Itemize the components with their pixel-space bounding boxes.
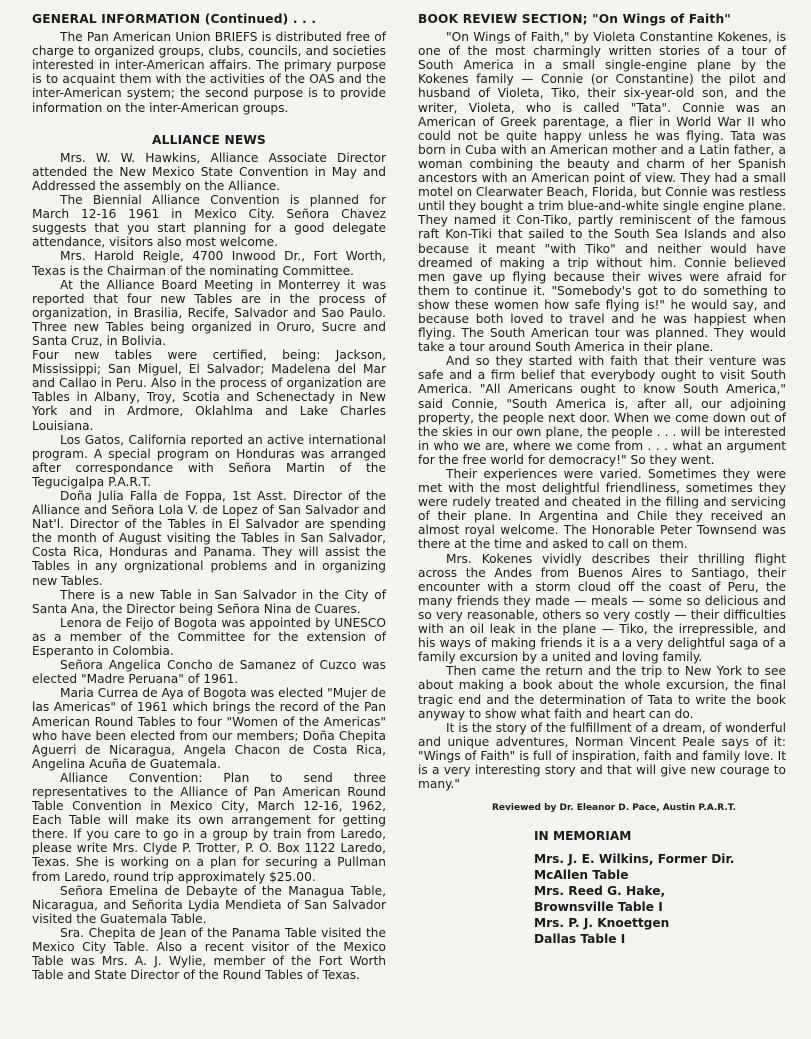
alliance-paragraph: Señora Emelina de Debayte of the Managua Table, Nicaragua, and Señorita Lydia Mendieta of San Salvador visited the Guatemala Table. (32, 883, 386, 926)
alliance-paragraph: Maria Currea de Aya of Bogota was elected "Mujer de las Americas" of 1961 which brings the record of the Pan American Round Tables to four "Women of the Americas" who have been elected from our members; Doña Chepita Aguerri de Nicaragua, Angela Chacon de Costa Rica, Angelina Acuña de Guatemala. (32, 686, 386, 771)
alliance-paragraph: There is a new Table in San Salvador in the City of Santa Ana, the Director being Señora Nina de Cuares. (32, 587, 386, 616)
alliance-paragraph: At the Alliance Board Meeting in Monterrey it was reported that four new Tables are in the process of organization, in Brasilia, Recife, Salvador and Sao Paulo. Three new Tables being organized in Oruro, Sucre and Santa Cruz, in Bolivia. (32, 277, 386, 348)
review-paragraph: It is the story of the fulfillment of a dream, of wonderful and unique adventures, Norman Vincent Peale says of it: "Wings of Faith" is full of inspiration, faith and family love. It is a very interesting story and that will give new courage to many." (418, 720, 786, 792)
review-paragraph: Mrs. Kokenes vividly describes their thrilling flight across the Andes from Buenos Aires to Santiago, their encounter with a storm cloud off the coast of Peru, the many friends they made — meals — some so delicious and so very reasonable, others so very costly — their difficulties with an oil leak in the plane — Tiko, the irrepressible, and his ways of making friends it is a a very delightful saga of a family excursion by a united and loving family. (418, 551, 786, 665)
in-memoriam-heading: IN MEMORIAM (534, 829, 632, 844)
general-information-heading: GENERAL INFORMATION (Continued) . . . (32, 12, 317, 26)
memoriam-line: Mrs. J. E. Wilkins, Former Dir. (534, 852, 735, 867)
alliance-paragraph: Doña Julia Falla de Foppa, 1st Asst. Director of the Alliance and Señora Lola V. de Lopez of San Salvador and Nat'l. Director of the Tables in El Salvador are spending the month of August visiting the Tables in San Salvador, Costa Rica, Honduras and Panama. They will assist the Tables in any orgnizational problems and in organizing new Tables. (32, 489, 386, 588)
alliance-paragraph: Four new tables were certified, being: Jackson, Mississippi; San Miguel, El Salvador; Madelena del Mar and Callao in Peru. Also in the process of organization are Tables in Albany, Troy, Scotia and Schenectady in New York and in Ardmore, Oklahlma and Lake Charles Louisiana. (32, 348, 386, 433)
right-column (418, 8, 786, 947)
memoriam-line: Mrs. P. J. Knoettgen (534, 916, 670, 931)
alliance-paragraph: Mrs. Harold Reigle, 4700 Inwood Dr., Fort Worth, Texas is the Chairman of the nominating Committee. (32, 249, 386, 278)
alliance-news-heading: ALLIANCE NEWS (152, 132, 266, 147)
memoriam-line: Brownsville Table I (534, 900, 663, 915)
review-paragraph: "On Wings of Faith," by Violeta Constantine Kokenes, is one of the most charmingly written stories of a tour of South America in a small single-engine plane by the Kokenes family — Connie (or Constantine) the pilot and husband of Violeta, Tiko, their six-year-old son, and the writer, Violeta, who is called "Tata". Connie was an American of Greek parentage, a flier in World War II who could not be quite happy unless he was flying. Tata was born in Cuba with an American mother and a Latin father, a woman combining the beauty and charm of her Spanish ancestors with an American point of view. They had a small motel on Clearwater Beach, Florida, but Connie was restless until they bought a trim blue-and-white single engine plane. They named it Con-Tiko, partly reminiscent of the famous raft Kon-Tiki that sailed to the South Sea Islands and also because it meant "with Tiko" and neither would have dreamed of making a trip without him. Connie believed men gave up flying because their wives were afraid for them to continue it. "Somebody's got to do something to show these women how safe flying is!" he would say, and because both loved to travel and he was happiest when flying. The South American tour was planned. They would take a tour around South America in their plane. (418, 30, 786, 355)
memoriam-line: McAllen Table (534, 868, 629, 883)
alliance-paragraph: Los Gatos, California reported an active international program. A special program on Honduras was arranged after correspondance with Señora Martin of the Tegucigalpa P.A.R.T. (32, 432, 386, 489)
alliance-paragraph: The Biennial Alliance Convention is planned for March 12-16 1961 in Mexico City. Señora Chavez suggests that you start planning for a good delegate attendance, visitors also most welcome. (32, 193, 386, 250)
alliance-paragraph: Alliance Convention: Plan to send three representatives to the Alliance of Pan American Round Table Convention in Mexico City, March 12-16, 1962, Each Table will make its own arrangement for getting there. If you care to go in a group by train from Laredo, please write Mrs. Clyde P. Trotter, P. O. Box 1122 Laredo, Texas. She is working on a plan for securing a Pullman from Laredo, round trip approximately $25.00. (32, 770, 386, 884)
memoriam-line: Dallas Table I (534, 932, 626, 947)
general-information-text: The Pan American Union BRIEFS is distributed free of charge to organized groups, clubs, councils, and societies interested in inter-American affairs. The primary purpose is to acquaint them with the activities of the OAS and the inter-American system; the second purpose is to provide information on the inter-American groups. (32, 30, 386, 115)
alliance-paragraph: Lenora de Feijo of Bogota was appointed by UNESCO as a member of the Committee for the extension of Esperanto in Colombia. (32, 615, 386, 659)
review-paragraph: Their experiences were varied. Sometimes they were met with the most delightful friendliness, sometimes they were rudely treated and cheated in the filling and servicing of their plane. In Argentina and Chile they received an almost royal welcome. The Honorable Peter Townsend was there at the time and asked to call on them. (418, 467, 786, 552)
review-paragraph: Then came the return and the trip to New York to see about making a book about the whole excursion, the final tragic end and the determination of Tata to write the book anyway to show what faith and heart can do. (418, 664, 786, 721)
alliance-paragraph: Mrs. W. W. Hawkins, Alliance Associate Director attended the New Mexico State Convention in May and Addressed the assembly on the Alliance. (32, 150, 386, 193)
memoriam-line: Mrs. Reed G. Hake, (534, 884, 666, 899)
memoriam-list (534, 851, 786, 947)
review-paragraph: And so they started with faith that their venture was safe and a firm belief that everybody ought to visit South America. "All Americans ought to know South America," said Connie, "South America is, after all, our adjoining property, the people next door. When we come down out of the skies in our own plane, the people . . . will be interested in who we are, where we come from . . . what an argument for the free world for democracy!" So they went. (418, 354, 786, 467)
review-credit: Reviewed by Dr. Eleanor D. Pace, Austin P.A.R.T. (492, 803, 736, 814)
alliance-paragraph: Señora Angelica Concho de Samanez of Cuzco was elected "Madre Peruana" of 1961. (32, 658, 386, 687)
book-review-heading: BOOK REVIEW SECTION; "On Wings of Faith" (418, 12, 731, 26)
alliance-paragraph: Sra. Chepita de Jean of the Panama Table visited the Mexico City Table. Also a recent visitor of the Mexico Table was Mrs. A. J. Wylie, member of the Fort Worth Table and State Director of the Round Tables of Texas. (32, 925, 386, 983)
left-column (32, 8, 386, 982)
